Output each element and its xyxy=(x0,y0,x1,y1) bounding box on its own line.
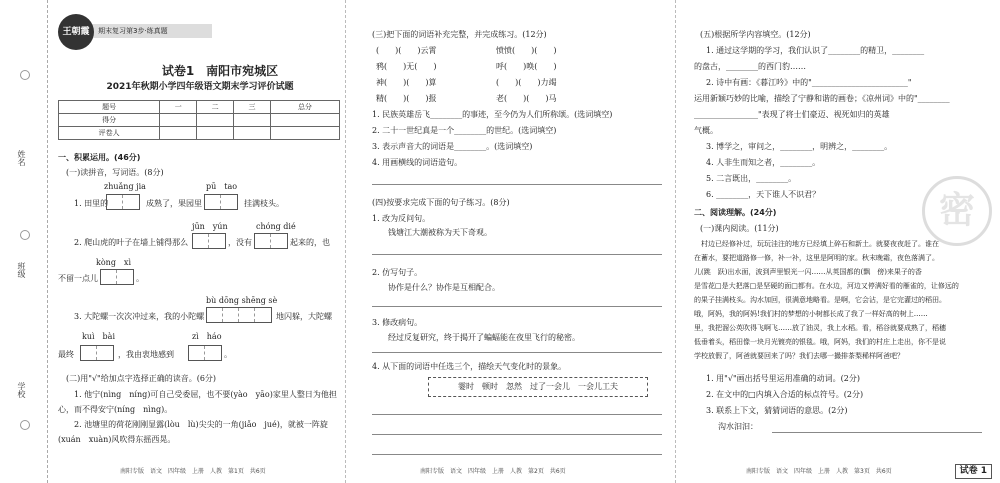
score-header: 二 xyxy=(197,101,234,114)
question-text: 1. 田里的 xyxy=(74,199,109,208)
word-blank[interactable]: 呼( )唤( ) xyxy=(496,62,557,71)
question-text: 钱塘江大潮被称为天下奇观。 xyxy=(388,228,492,237)
score-table xyxy=(58,100,340,140)
page-2 xyxy=(345,0,675,483)
writing-grid[interactable] xyxy=(106,194,140,210)
pinyin: zì háo xyxy=(192,332,222,341)
score-cell[interactable] xyxy=(160,114,197,127)
reading-passage: 儿(跳 跃)出水面，波到声里银光一闪……从英国都的(飘 傍)来果子的香 xyxy=(694,268,922,276)
answer-line[interactable] xyxy=(772,432,982,433)
pinyin: zhuǎng jia xyxy=(104,182,146,191)
reading-passage: 在蓄水，要把道路修一修，补一补，这里是阿明的家。秋末晚霜，夜色落满了。 xyxy=(694,254,939,262)
reading-passage: 哦，阿妈，我的阿妈!我们村的梦想的小树都长成了我了一样好高的树上…… xyxy=(694,310,928,318)
word-blank[interactable]: 精( )( )报 xyxy=(376,94,437,103)
question-text: 1. 改为反问句。 xyxy=(372,214,431,223)
page-3 xyxy=(675,0,1000,483)
word-bank: 霎时 顿时 忽然 过了一会儿 一会儿工夫 xyxy=(428,377,648,397)
writing-grid[interactable] xyxy=(80,345,114,361)
word-blank[interactable]: ( )( )力竭 xyxy=(496,78,557,87)
grader-row-label: 评卷人 xyxy=(59,127,160,140)
question-text: 2. 仿写句子。 xyxy=(372,268,423,277)
reading-passage: 的果子挂满枝头。沟水加回，很满意地略看。是啊，它会沾，是它完灌过的稻田。 xyxy=(694,296,946,304)
section-heading: 二、阅读理解。(24分) xyxy=(694,208,777,217)
word-blank[interactable]: 鸦( )无( ) xyxy=(376,62,437,71)
pinyin: kòng xì xyxy=(96,258,132,267)
question-text: 经过反复研究，终于揭开了蝙蝠能在夜里飞行的秘密。 xyxy=(388,333,580,342)
question-text: 成熟了，果园里 xyxy=(146,199,202,208)
question-text: 1. 民族英雄岳飞________的事迹，至今仍为人们所称颂。(选词填空) xyxy=(372,110,613,119)
question-text: (xuán xuàn)风吹得东摇西晃。 xyxy=(58,435,176,444)
answer-line[interactable] xyxy=(372,254,662,255)
answer-line[interactable] xyxy=(372,306,662,307)
question-text: 起来的，也 xyxy=(290,238,330,247)
page-footer: 南阳专版 语文 四年级 上册 人教 第3页 共6页 xyxy=(746,467,892,475)
score-header: 一 xyxy=(160,101,197,114)
binding-hole xyxy=(20,420,30,430)
writing-grid[interactable] xyxy=(206,307,272,323)
school-label: 学校 xyxy=(17,382,26,398)
score-cell[interactable] xyxy=(270,114,339,127)
question-text: 6. ________，天下谁人不识君？ xyxy=(706,190,821,199)
question-text: 最终 xyxy=(58,350,74,359)
question-text: 2. 诗中有画：《暮江吟》中的"________________________" xyxy=(706,78,912,87)
pinyin: pū tao xyxy=(206,182,238,191)
reading-passage: 村边已经修补过，玩玩洼注的地方已经填上碎石和新土。就要夜夜赶了。谁在 xyxy=(694,240,939,248)
score-cell[interactable] xyxy=(270,127,339,140)
question-text: 不留一点儿 xyxy=(58,274,98,283)
binding-margin xyxy=(0,0,48,483)
score-header: 总分 xyxy=(270,101,339,114)
writing-grid[interactable] xyxy=(192,233,226,249)
score-header: 题号 xyxy=(59,101,160,114)
question-text: 3. 联系上下文，猜猜词语的意思。(2分) xyxy=(706,406,848,415)
answer-line[interactable] xyxy=(372,414,662,415)
writing-grid[interactable] xyxy=(204,194,238,210)
binding-hole xyxy=(20,70,30,80)
score-row-label: 得分 xyxy=(59,114,160,127)
reading-passage: 学校放假了，阿爸就要回来了吗？我们去哪一撮排茶梨稀样阿爸吧？ xyxy=(694,352,904,360)
question-text: 3. 博学之，审问之，________，明辨之，________。 xyxy=(706,142,893,151)
score-cell[interactable] xyxy=(197,114,234,127)
writing-grid[interactable] xyxy=(100,269,134,285)
question-text: 3. 修改病句。 xyxy=(372,318,423,327)
header-band: 期末复习第3步·练真题 xyxy=(92,24,212,38)
question-heading: (一)读拼音，写词语。(8分) xyxy=(66,168,164,177)
pinyin: bù dōng shēng sè xyxy=(206,296,278,305)
question-text: 挂满枝头。 xyxy=(244,199,284,208)
page-footer: 南阳专版 语文 四年级 上册 人教 第1页 共6页 xyxy=(120,467,266,475)
question-text: 3. 大陀螺一次次冲过来，我的小陀螺 xyxy=(74,312,205,321)
pinyin: jūn yún xyxy=(192,222,228,231)
word-blank[interactable]: 老( )( )马 xyxy=(496,94,557,103)
question-text: 的盘古，________的西门豹…… xyxy=(694,62,806,71)
answer-line[interactable] xyxy=(372,184,662,185)
score-cell[interactable] xyxy=(197,127,234,140)
question-heading: (三)把下面的词语补充完整，并完成练习。(12分) xyxy=(372,30,547,39)
question-text: 1. 用"√"画出括号里运用准确的动词。(2分) xyxy=(706,374,860,383)
question-text: 2. 池塘里的荷花刚刚显露(lòu lù)尖尖的一角(jiǎo jué)，就被一阵旋 xyxy=(74,420,328,429)
question-heading: (四)按要求完成下面的句子练习。(8分) xyxy=(372,198,510,207)
question-heading: (五)根据所学内容填空。(12分) xyxy=(700,30,811,39)
question-text: 地闪躲，大陀螺 xyxy=(276,312,332,321)
question-text: 气概。 xyxy=(694,126,718,135)
binding-hole xyxy=(20,230,30,240)
exam-subtitle: 2021年秋期小学四年级语文期末学习评价试题 xyxy=(106,82,294,92)
word-blank[interactable]: 神( )( )算 xyxy=(376,78,437,87)
pinyin: chóng dié xyxy=(256,222,296,231)
brand-logo: 王朝霞 xyxy=(58,14,94,50)
question-text: 5. 二言既出，________。 xyxy=(706,174,797,183)
question-text: 心，而不得安宁(níng nìng)。 xyxy=(58,405,173,414)
question-text: 4. 从下面的词语中任选三个，描绘天气变化时的景象。 xyxy=(372,362,567,371)
answer-line[interactable] xyxy=(372,454,662,455)
paper-tag: 试卷 1 xyxy=(955,464,992,479)
question-heading: (二)用"√"给加点字选择正确的读音。(6分) xyxy=(66,374,217,383)
question-text: 3. 表示声音大的词语是________。(选词填空) xyxy=(372,142,533,151)
question-text: 2. 二十一世纪真是一个________的世纪。(选词填空) xyxy=(372,126,557,135)
writing-grid[interactable] xyxy=(188,345,222,361)
question-heading: (一)课内阅读。(11分) xyxy=(700,224,779,233)
reading-passage: 低垂着头，稻田像一块月光镀亮的银毯。哦，阿妈，我们的村庄上走出，你不是说 xyxy=(694,338,946,346)
score-cell[interactable] xyxy=(234,114,271,127)
name-label: 姓名 xyxy=(17,150,26,166)
reading-passage: 里，我把溜公英吹得飞啊飞……放了油灵，我上水稻。看，稻谷就要成熟了，稻穗 xyxy=(694,324,946,332)
watermark-stamp: 密 xyxy=(922,176,992,246)
question-text: 。 xyxy=(136,274,144,283)
page-1 xyxy=(0,0,345,483)
class-label: 班级 xyxy=(17,262,26,278)
score-header: 三 xyxy=(234,101,271,114)
answer-line[interactable] xyxy=(372,352,662,353)
question-text: 。 xyxy=(224,350,232,359)
pinyin: kuì bài xyxy=(82,332,116,341)
question-text: ________________"表现了将士们豪迈、视死如归的英雄 xyxy=(694,110,890,119)
question-text: 沟水汩汩： xyxy=(718,422,758,431)
score-cell[interactable] xyxy=(234,127,271,140)
question-text: 1. 通过这学期的学习，我们认识了________的精卫，________ xyxy=(706,46,925,55)
question-text: 协作是什么？协作是互相配合。 xyxy=(388,283,500,292)
section-heading: 一、积累运用。(46分) xyxy=(58,153,141,162)
question-text: 运用新颖巧妙的比喻，描绘了宁静和谐的画卷；《凉州词》中的"________ xyxy=(694,94,950,103)
reading-passage: 是雪花□是大把落□是坚硬的面□都有。在水边，河边又停满好看的雁雀的，让修远的 xyxy=(694,282,959,290)
question-text: 2. 爬山虎的叶子在墙上铺得那么 xyxy=(74,238,189,247)
page-footer: 南阳专版 语文 四年级 上册 人教 第2页 共6页 xyxy=(420,467,566,475)
score-cell[interactable] xyxy=(160,127,197,140)
writing-grid[interactable] xyxy=(254,233,288,249)
question-text: 1. 他宁(nìng níng)可自己受委屈，也不要(yào yāo)家里人整日为他担 xyxy=(74,390,337,399)
question-text: 4. 人非生而知之者，________。 xyxy=(706,158,821,167)
word-blank[interactable]: 愤愤( )( ) xyxy=(496,46,557,55)
question-text: ，没有 xyxy=(228,238,252,247)
question-text: 2. 在文中的□内填入合适的标点符号。(2分) xyxy=(706,390,864,399)
answer-line[interactable] xyxy=(372,434,662,435)
question-text: ，我由衷地感到 xyxy=(118,350,174,359)
question-text: 4. 用画横线的词语造句。 xyxy=(372,158,463,167)
exam-title: 试卷1 南阳市宛城区 xyxy=(161,64,279,78)
word-blank[interactable]: ( )( )云霄 xyxy=(376,46,437,55)
